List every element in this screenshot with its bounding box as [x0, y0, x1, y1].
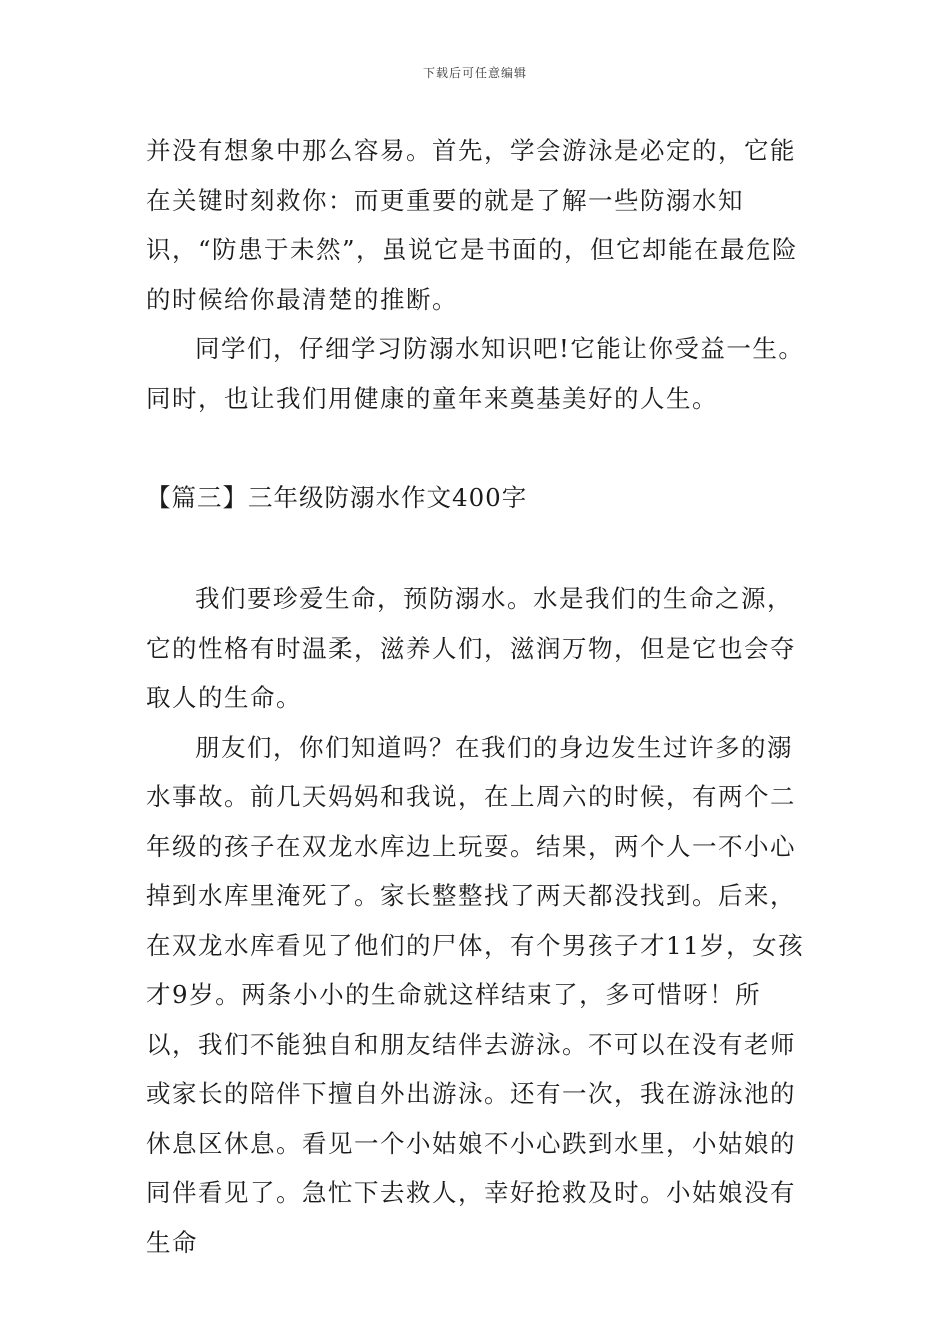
section2-body [146, 574, 810, 1267]
section1-body [146, 126, 810, 423]
paragraph: 朋友们，你们知道吗？在我们的身边发生过许多的溺水事故。前几天妈妈和我说，在上周六的时候，有两个二年级的孩子在双龙水库边上玩耍。结果，两个人一不小心掉到水库里淹死了。家长整整找了两天都没找到。后来，在双龙水库看见了他们的尸体，有个男孩子才11岁，女孩才9岁。两条小小的生命就这样结束了，多可惜呀！所以，我们不能独自和朋友结伴去游泳。不可以在没有老师或家长的陪伴下擅自外出游泳。还有一次，我在游泳池的休息区休息。看见一个小姑娘不小心跌到水里，小姑娘的同伴看见了。急忙下去救人，幸好抢救及时。小姑娘没有生命 [146, 732, 805, 1257]
page-header: 下载后可任意编辑 [422, 66, 527, 80]
paragraph: 同学们，仔细学习防溺水知识吧!它能让你受益一生。同时，也让我们用健康的童年来奠基美好的人生。 [146, 334, 805, 413]
section-heading: 【篇三】三年级防溺水作文400字 [146, 483, 528, 512]
paragraph: 我们要珍爱生命，预防溺水。水是我们的生命之源，它的性格有时温柔，滋养人们，滋润万物，但是它也会夺取人的生命。 [146, 584, 796, 712]
paragraph-continued: 并没有想象中那么容易。首先，学会游泳是必定的，它能在关键时刻救你：而更重要的就是了解一些防溺水知识，“防患于未然”，虽说它是书面的，但它却能在最危险的时候给你最清楚的推断。 [146, 136, 799, 314]
